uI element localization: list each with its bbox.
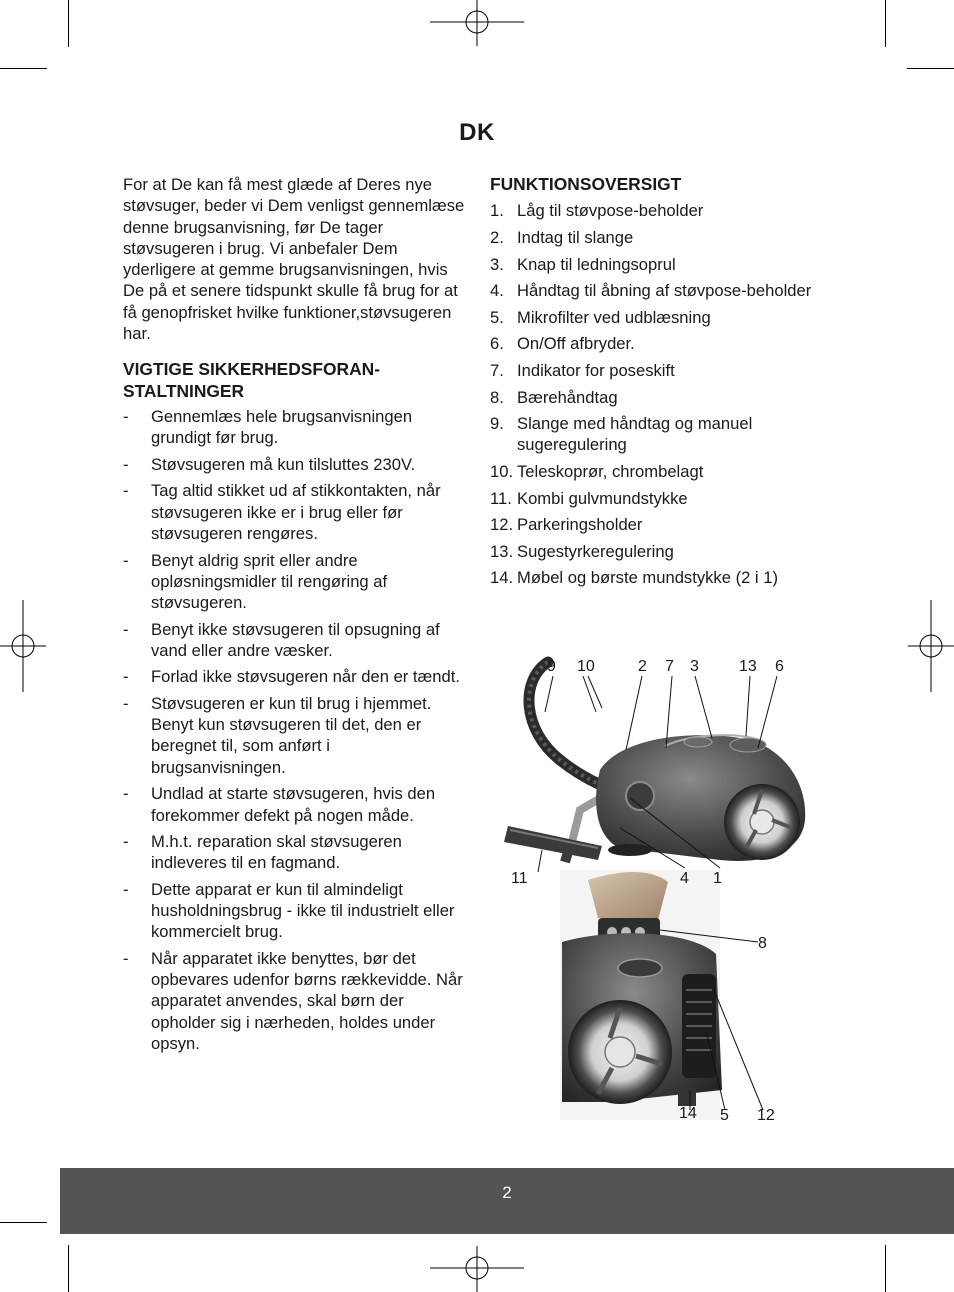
callout-2: 2 <box>638 658 647 675</box>
dash-marker: - <box>123 667 129 687</box>
dash-marker: - <box>123 454 129 474</box>
crop-mark <box>907 68 954 69</box>
left-column <box>123 174 468 1060</box>
safety-item-text: M.h.t. reparation skal støvsugeren indleveres til en fagmand. <box>151 832 402 873</box>
feature-item <box>490 567 820 588</box>
feature-text: On/Off afbryder. <box>517 334 635 354</box>
features-heading: FUNKTIONSOVERSIGT <box>490 174 682 194</box>
safety-item-text: Benyt ikke støvsugeren til opsugning af vand eller andre væsker. <box>151 619 440 660</box>
callout-14: 14 <box>679 1105 697 1122</box>
crop-mark <box>68 0 69 47</box>
language-heading: DK <box>459 119 495 146</box>
safety-item-text: Støvsugeren må kun tilsluttes 230V. <box>151 454 416 474</box>
feature-text: Håndtag til åbning af støvpose-beholder <box>517 281 812 301</box>
feature-item <box>490 360 820 381</box>
callout-12: 12 <box>757 1107 775 1124</box>
dash-marker: - <box>123 948 129 968</box>
feature-text: Teleskoprør, chrombelagt <box>517 462 704 482</box>
footer-bar <box>60 1168 954 1234</box>
callout-7: 7 <box>665 658 674 675</box>
safety-item <box>123 879 468 943</box>
feature-number: 2. <box>490 228 504 247</box>
safety-item <box>123 948 468 1054</box>
feature-number: 11. <box>490 488 512 508</box>
feature-number: 5. <box>490 307 504 327</box>
safety-item-text: Tag altid stikket ud af stikkontakten, når støvsugeren ikke er i brug eller før støvsugeren rengøres. <box>151 481 441 544</box>
feature-item <box>490 413 820 456</box>
feature-number: 1. <box>490 201 504 221</box>
safety-item <box>123 831 468 874</box>
feature-text: Knap til ledningsoprul <box>517 254 676 274</box>
crop-mark <box>68 1245 69 1292</box>
feature-item <box>490 227 820 248</box>
callout-11: 11 <box>511 870 528 887</box>
crop-mark <box>885 1245 886 1292</box>
right-column <box>490 174 820 594</box>
safety-item-text: Undlad at starte støvsugeren, hvis den forekommer defekt på nogen måde. <box>151 784 436 825</box>
registration-mark-left <box>0 600 46 692</box>
vacuum-side-view <box>490 650 820 875</box>
feature-item <box>490 280 820 301</box>
feature-number: 7. <box>490 360 504 380</box>
feature-number: 9. <box>490 414 504 434</box>
callout-10: 10 <box>577 658 595 675</box>
safety-item <box>123 783 468 826</box>
safety-item <box>123 619 468 662</box>
features-list <box>490 200 820 588</box>
vacuum-figure <box>490 650 820 1130</box>
crop-mark <box>885 0 886 47</box>
vacuum-rear-view <box>560 870 722 1120</box>
callout-4: 4 <box>680 870 689 887</box>
safety-heading <box>123 359 468 402</box>
feature-number: 10. <box>490 462 514 482</box>
feature-item <box>490 254 820 275</box>
feature-text: Møbel og børste mundstykke (2 i 1) <box>517 568 778 588</box>
dash-marker: - <box>123 832 129 852</box>
feature-text: Indtag til slange <box>517 228 634 247</box>
callout-13: 13 <box>739 658 757 675</box>
safety-item <box>123 480 468 544</box>
crop-mark <box>0 1222 47 1223</box>
feature-text: Kombi gulvmundstykke <box>517 488 688 508</box>
feature-number: 3. <box>490 254 504 274</box>
feature-item <box>490 307 820 328</box>
feature-item <box>490 333 820 354</box>
feature-number: 13. <box>490 541 514 561</box>
safety-item <box>123 666 468 687</box>
safety-item-text: Forlad ikke støvsugeren når den er tændt. <box>151 667 460 687</box>
safety-item-text: Gennemlæs hele brugsanvisningen grundigt før brug. <box>151 407 413 448</box>
dash-marker: - <box>123 784 129 804</box>
feature-text: Slange med håndtag og manuel sugeregulering <box>517 414 753 455</box>
feature-item <box>490 514 820 535</box>
crop-mark <box>0 68 47 69</box>
feature-number: 8. <box>490 387 504 407</box>
dash-marker: - <box>123 407 129 427</box>
dash-marker: - <box>123 481 129 501</box>
callout-5: 5 <box>720 1107 729 1124</box>
safety-list <box>123 406 468 1054</box>
feature-item <box>490 488 820 509</box>
registration-mark-top <box>430 0 524 46</box>
feature-item <box>490 200 820 221</box>
callout-1: 1 <box>713 870 722 887</box>
safety-heading-line1: VIGTIGE SIKKERHEDSFORAN- <box>123 359 381 380</box>
feature-item <box>490 541 820 562</box>
safety-item <box>123 454 468 475</box>
dash-marker: - <box>123 550 129 570</box>
callout-8: 8 <box>758 935 767 952</box>
safety-item <box>123 550 468 614</box>
feature-item <box>490 461 820 482</box>
feature-text: Sugestyrkeregulering <box>517 541 674 561</box>
feature-text: Mikrofilter ved udblæsning <box>517 307 711 327</box>
safety-item-text: Støvsugeren er kun til brug i hjemmet. Benyt kun støvsugeren til det, den er beregnet til, som anført i brugsanvisningen. <box>151 693 432 777</box>
registration-mark-bottom <box>430 1246 524 1292</box>
feature-text: Bærehåndtag <box>517 387 618 407</box>
callout-3: 3 <box>690 658 699 675</box>
dash-marker: - <box>123 693 129 713</box>
feature-number: 14. <box>490 568 514 588</box>
feature-text: Parkeringsholder <box>517 515 643 535</box>
callout-9: 9 <box>547 658 556 675</box>
safety-item-text: Benyt aldrig sprit eller andre opløsningsmidler til rengøring af støvsugeren. <box>151 550 388 613</box>
dash-marker: - <box>123 619 129 639</box>
feature-text: Indikator for poseskift <box>517 360 675 380</box>
registration-mark-right <box>908 600 954 692</box>
feature-number: 12. <box>490 515 514 535</box>
safety-heading-line2: STALTNINGER <box>123 380 245 401</box>
feature-number: 4. <box>490 281 504 301</box>
dash-marker: - <box>123 879 129 899</box>
intro-paragraph: For at De kan få mest glæde af Deres nye støvsuger, beder vi Dem venligst gennemlæse denne brugsanvisning, før De tager støvsugeren i brug. Vi anbefaler Dem yderligere at gemme brugsanvisningen, hvis De på et senere tidspunkt skulle få brug for at få genopfrisket hvilke funktioner,støvsugeren har. <box>123 175 465 344</box>
feature-number: 6. <box>490 334 504 354</box>
feature-item <box>490 387 820 408</box>
safety-item-text: Dette apparat er kun til almindeligt husholdningsbrug - ikke til industrielt eller kommercielt brug. <box>151 879 455 942</box>
page-number: 2 <box>502 1183 512 1202</box>
safety-item <box>123 406 468 449</box>
feature-text: Låg til støvpose-beholder <box>517 201 704 221</box>
safety-item-text: Når apparatet ikke benyttes, bør det opbevares udenfor børns rækkevidde. Når apparatet anvendes, skal børn der opholder sig i nærheden, holdes under opsyn. <box>151 948 463 1054</box>
callout-6: 6 <box>775 658 784 675</box>
safety-item <box>123 693 468 778</box>
